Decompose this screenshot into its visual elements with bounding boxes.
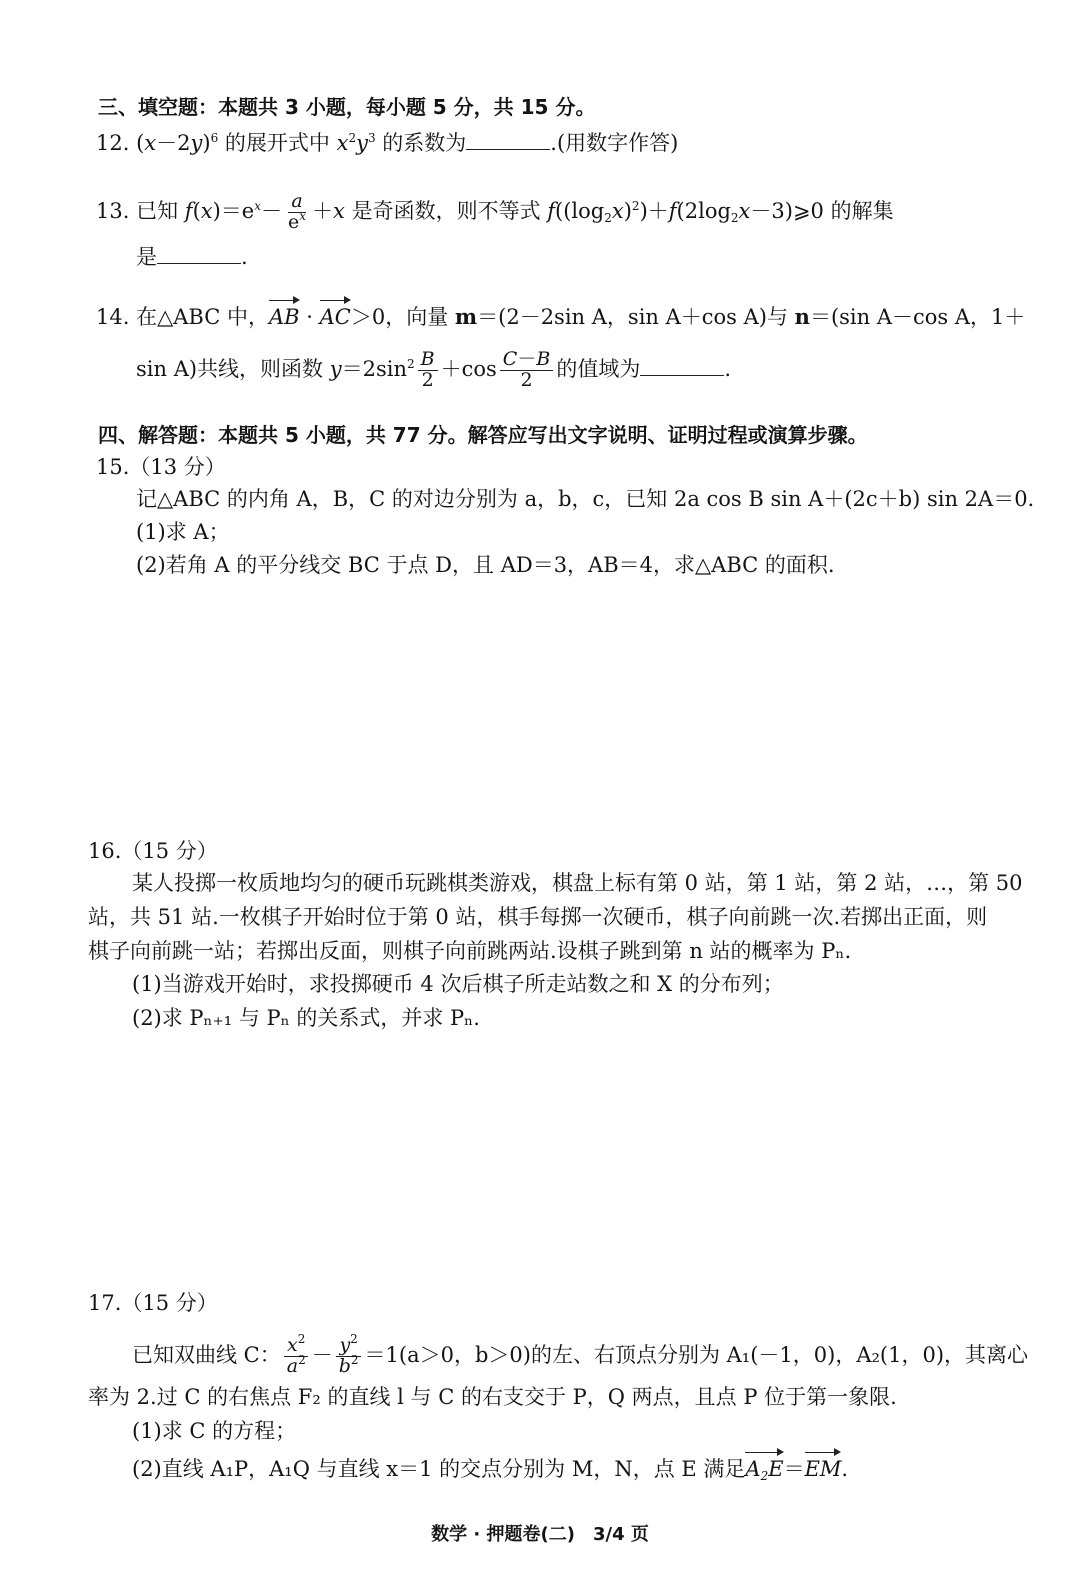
question-15-part-2: (2)若角 A 的平分线交 BC 于点 D，且 AD＝3，AB＝4，求△ABC 的面积. (136, 553, 835, 577)
question-14-number: 14. (96, 305, 130, 329)
fraction-b-over-2: $\frac{B}{2}$ (418, 350, 438, 391)
question-17-text-1: 已知双曲线 C： $\frac{x^2}{a^2}$ － $\frac{y^2}{b^2}$ ＝1(a＞0，b＞0)的左、右顶点分别为 A₁(－1，0)，A₂(1，0)，其离心 (132, 1332, 1029, 1377)
question-16-text-1: 某人投掷一枚质地均匀的硬币玩跳棋类游戏，棋盘上标有第 0 站，第 1 站，第 2 站，…，第 50 (132, 871, 1023, 895)
section-4-heading: 四、解答题：本题共 5 小题，共 77 分。解答应写出文字说明、证明过程或演算步骤。 (98, 423, 868, 447)
question-16-text-3: 棋子向前跳一站；若掷出反面，则棋子向前跳两站.设棋子跳到第 n 站的概率为 Pₙ. (88, 939, 852, 963)
page-footer: 数学 · 押题卷(二) 3/4 页 (431, 1524, 649, 1545)
vector-a2e: $A_2E$ (745, 1454, 783, 1484)
section-3-heading: 三、填空题：本题共 3 小题，每小题 5 分，共 15 分。 (98, 95, 596, 119)
answer-blank-14[interactable] (640, 357, 724, 376)
fraction-c-minus-b-over-2: $\frac{C-B}{2}$ (500, 350, 554, 391)
answer-blank-12[interactable] (466, 131, 550, 150)
question-13: 13. 已知 $f(x)=e^x-$ $\frac{a}{e^x}$ ＋x 是奇函数，则不等式 $f((\log_2x)^2)+f(2\log_2x-3)⩾0$ 的解集 (96, 190, 894, 233)
question-16-part-1: (1)当游戏开始时，求投掷硬币 4 次后棋子所走站数之和 X 的分布列； (132, 972, 784, 996)
question-15-header: 15.（13 分） (96, 455, 226, 479)
question-17-text-2: 率为 2.过 C 的右焦点 F₂ 的直线 l 与 C 的右支交于 P，Q 两点，且点 P 位于第一象限. (88, 1385, 897, 1409)
question-17-part-2: (2)直线 A₁P，A₁Q 与直线 x＝1 的交点分别为 M，N，点 E 满足$A_2E=EM$. (132, 1454, 848, 1484)
fraction-a-over-ex: $\frac{a}{e^x}$ (288, 190, 307, 233)
question-14: 14. 在△ABC 中，AB · AC＞0，向量 m＝(2－2sin A，sin A＋cos A)与 n＝(sin A－cos A，1＋ (96, 302, 1025, 332)
answer-blank-13[interactable] (157, 245, 241, 264)
vector-ac: AC (320, 302, 351, 332)
question-16-text-2: 站，共 51 站.一枚棋子开始时位于第 0 站，棋手每掷一次硬币，棋子向前跳一次.若掷出正面，则 (88, 905, 988, 929)
vector-em: EM (805, 1454, 842, 1484)
question-14-line-2: sin A)共线，则函数 $y=2\sin^2$ $\frac{B}{2}$ ＋cos $\frac{C-B}{2}$ 的值域为 . (136, 348, 732, 391)
fraction-x2-over-a2: $\frac{x^2}{a^2}$ (284, 1336, 309, 1377)
vector-ab: AB (269, 302, 300, 332)
question-13-number: 13. (96, 198, 130, 223)
question-12-number: 12. (96, 131, 130, 155)
question-16-part-2: (2)求 Pₙ₊₁ 与 Pₙ 的关系式，并求 Pₙ. (132, 1006, 480, 1030)
question-12: 12. $(x-2y)^6$ 的展开式中 $x^2y^3$ 的系数为 .(用数字作答) (96, 131, 679, 155)
fraction-y2-over-b2: $\frac{y^2}{b^2}$ (336, 1336, 362, 1377)
question-16-header: 16.（15 分） (88, 839, 218, 863)
question-15-part-1: (1)求 A； (136, 520, 230, 544)
question-17-header: 17.（15 分） (88, 1291, 218, 1315)
question-17-part-1: (1)求 C 的方程； (132, 1419, 297, 1443)
question-13-line-2: 是 . (136, 245, 248, 269)
question-15-text: 记△ABC 的内角 A，B，C 的对边分别为 a，b，c，已知 2a cos B sin A＋(2c＋b) sin 2A＝0. (136, 487, 1035, 511)
